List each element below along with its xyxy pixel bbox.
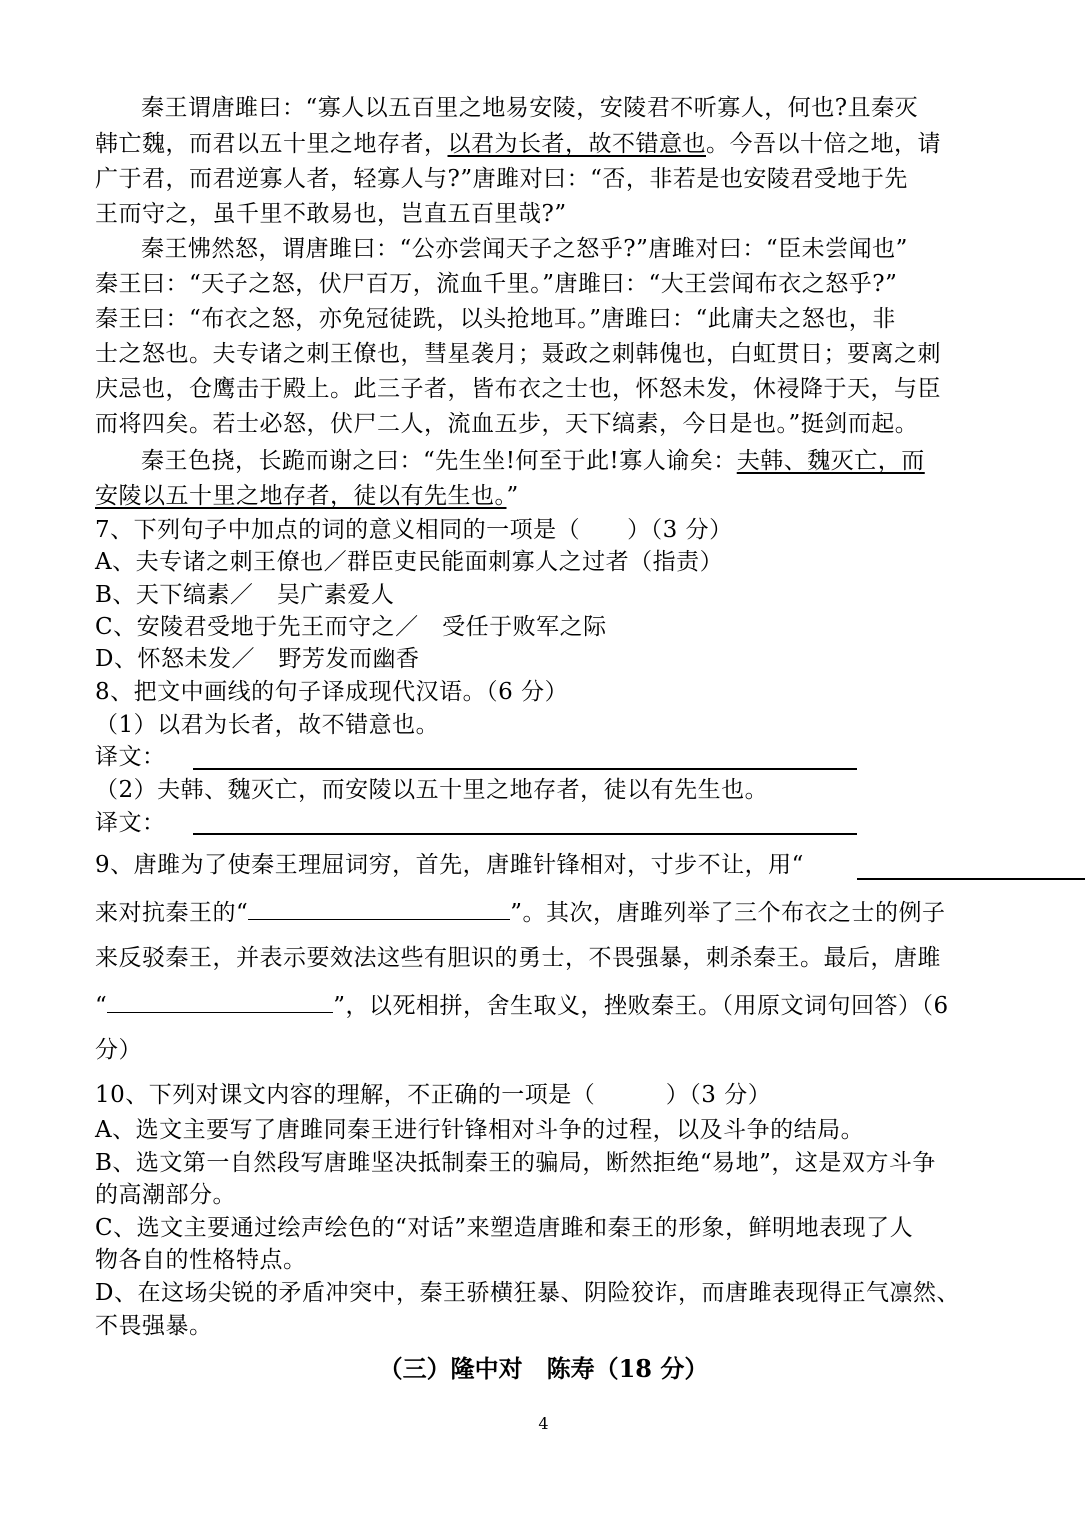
question-7-option-b: B、天下缟素／ 吴广素爱人 — [95, 582, 395, 608]
translation-label-1: 译文： — [95, 744, 166, 770]
passage-line: 秦王曰：“布衣之怒，亦免冠徒跣，以头抢地耳。”唐雎曰：“此庸夫之怒也，非 — [95, 306, 896, 332]
passage-line: 韩亡魏，而君以五十里之地存者，以君为长者，故不错意也。今吾以十倍之地，请 — [95, 131, 941, 157]
question-8-item-2: （2）夫韩、魏灭亡，而安陵以五十里之地存者，徒以有先生也。 — [95, 777, 769, 803]
question-10-option-c: 物各自的性格特点。 — [95, 1247, 307, 1273]
question-10-option-c: C、选文主要通过绘声绘色的“对话”来塑造唐雎和秦王的形象，鲜明地表现了人 — [95, 1215, 914, 1241]
underlined-sentence-2b: 安陵以五十里之地存者，徒以有先生也。 — [95, 483, 507, 509]
question-10-option-a: A、选文主要写了唐雎同秦王进行针锋相对斗争的过程，以及斗争的结局。 — [95, 1117, 865, 1143]
passage-line: 秦王怫然怒，谓唐雎曰：“公亦尝闻天子之怒乎?”唐雎对曰：“臣未尝闻也” — [141, 236, 908, 262]
translation-label-2: 译文： — [95, 810, 166, 836]
fill-blank-3[interactable] — [107, 990, 333, 1013]
section-heading: （三）隆中对 陈寿（18 分） — [378, 1354, 709, 1383]
question-10-stem: 10、下列对课文内容的理解，不正确的一项是（ ）（3 分） — [95, 1082, 772, 1108]
passage-line: 王而守之，虽千里不敢易也，岂直五百里哉?” — [95, 201, 567, 227]
question-8-stem: 8、把文中画线的句子译成现代汉语。（6 分） — [95, 679, 569, 705]
question-9-line: 来反驳秦王，并表示要效法这些有胆识的勇士，不畏强暴，刺杀秦王。最后，唐雎 — [95, 945, 941, 971]
question-9-line: “ ”，以死相拼，舍生取义，挫败秦王。（用原文词句回答）（6 — [95, 990, 995, 1020]
answer-line-1[interactable] — [193, 768, 857, 770]
passage-line: 安陵以五十里之地存者，徒以有先生也。” — [95, 483, 519, 509]
underlined-sentence-1: 以君为长者，故不错意也 — [447, 131, 706, 157]
fill-blank-2[interactable] — [248, 897, 510, 920]
passage-line: 士之怒也。夫专诸之刺王僚也，彗星袭月；聂政之刺韩傀也，白虹贯日；要离之刺 — [95, 341, 941, 367]
passage-line: 秦王色挠，长跪而谢之曰：“先生坐!何至于此!寡人谕矣：夫韩、魏灭亡，而 — [141, 448, 925, 474]
fill-blank-1[interactable] — [857, 878, 1085, 880]
question-10-option-b: 的高潮部分。 — [95, 1182, 236, 1208]
question-9-line: 分） — [95, 1037, 142, 1063]
question-9-line: 9、唐雎为了使秦王理屈词穷，首先，唐雎针锋相对，寸步不让，用“ — [95, 852, 804, 878]
question-7-option-c: C、安陵君受地于先王而守之／ 受任于败军之际 — [95, 614, 607, 640]
question-10-option-b: B、选文第一自然段写唐雎坚决抵制秦王的骗局，断然拒绝“易地”，这是双方斗争 — [95, 1150, 936, 1176]
passage-line: 广于君，而君逆寡人者，轻寡人与?”唐雎对曰：“否，非若是也安陵君受地于先 — [95, 166, 908, 192]
answer-line-2[interactable] — [193, 833, 857, 835]
question-10-option-d: D、在这场尖锐的矛盾冲突中，秦王骄横狂暴、阴险狡诈，而唐雎表现得正气凛然、 — [95, 1280, 960, 1306]
question-9-line: 来对抗秦王的“ ”。其次，唐雎列举了三个布衣之士的例子 — [95, 897, 995, 927]
passage-line: 秦王曰：“天子之怒，伏尸百万，流血千里。”唐雎曰：“大王尝闻布衣之怒乎?” — [95, 271, 898, 297]
question-7-stem: 7、下列句子中加点的词的意义相同的一项是（ ）（3 分） — [95, 517, 733, 543]
question-7-option-d: D、怀怒未发／ 野芳发而幽香 — [95, 646, 420, 672]
question-10-option-d: 不畏强暴。 — [95, 1313, 213, 1339]
question-8-item-1: （1）以君为长者，故不错意也。 — [95, 712, 440, 738]
question-7-option-a: A、夫专诸之刺王僚也／群臣吏民能面刺寡人之过者（指责） — [95, 549, 724, 575]
passage-line: 秦王谓唐雎曰：“寡人以五百里之地易安陵，安陵君不听寡人，何也?且秦灭 — [141, 95, 919, 121]
underlined-sentence-2a: 夫韩、魏灭亡，而 — [736, 448, 925, 474]
passage-line: 庆忌也，仓鹰击于殿上。此三子者，皆布衣之士也，怀怒未发，休祲降于天，与臣 — [95, 376, 941, 402]
passage-line: 而将四矣。若士必怒，伏尸二人，流血五步，天下缟素，今日是也。”挺剑而起。 — [95, 411, 919, 437]
page-number: 4 — [538, 1414, 549, 1433]
